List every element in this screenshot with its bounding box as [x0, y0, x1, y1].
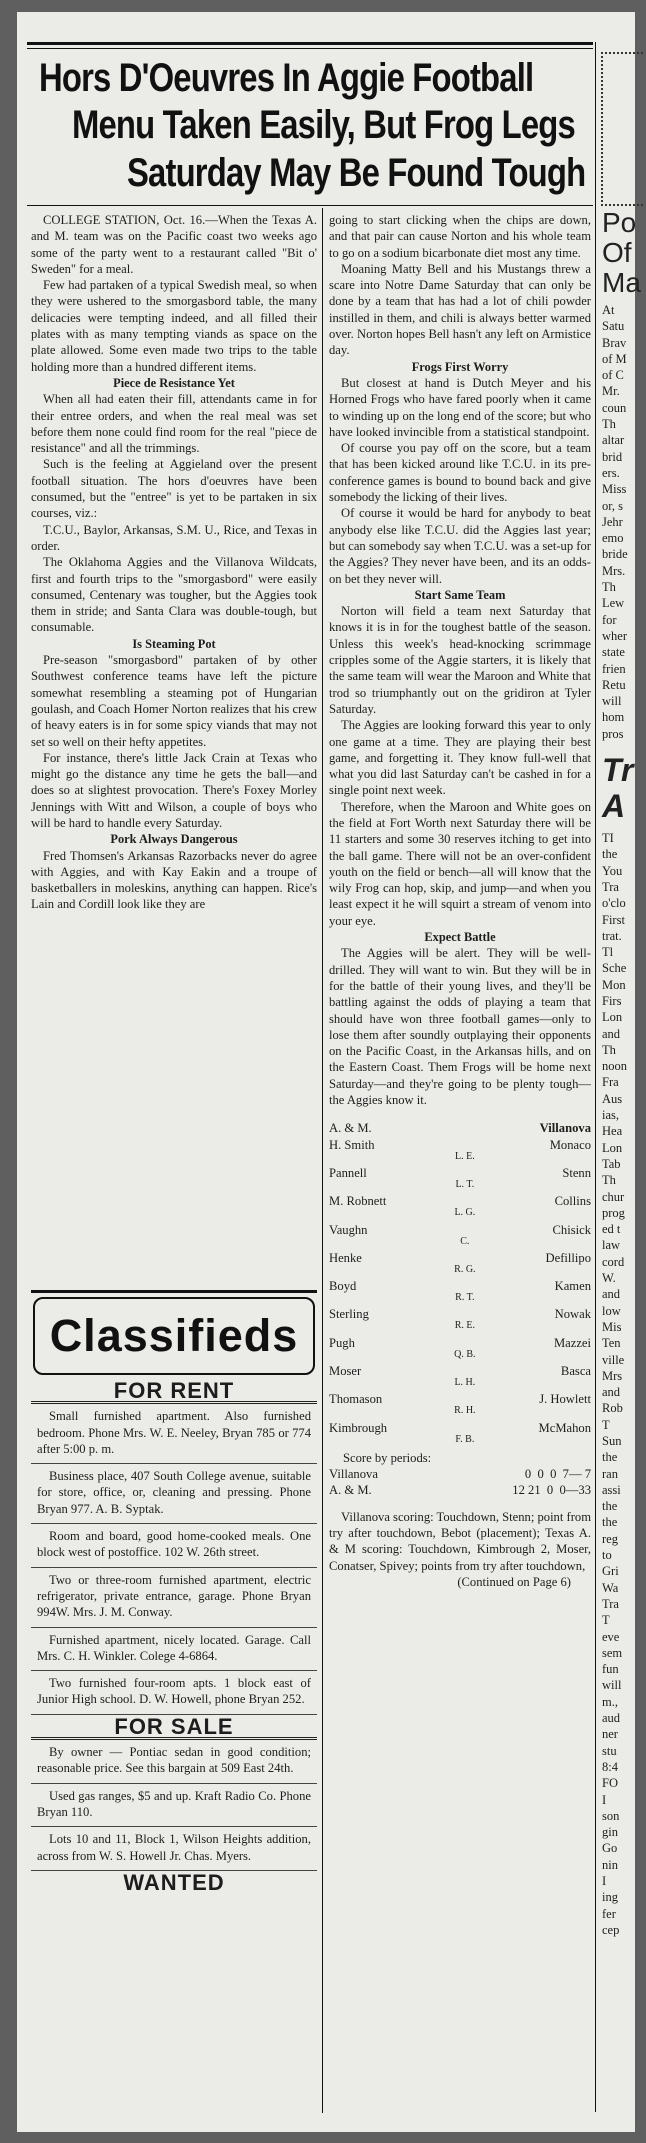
lineup-row	[329, 1278, 591, 1306]
text-fragment: Aus	[602, 1091, 623, 1106]
lineup-header-right: Villanova	[539, 1121, 591, 1136]
classified-ad	[31, 1524, 317, 1568]
lineup-right: Nowak	[554, 1307, 591, 1322]
text-fragment: of M	[602, 351, 627, 366]
text-fragment: Th	[602, 580, 616, 595]
text-fragment: Mon	[602, 977, 626, 992]
text-fragment: sem	[602, 1645, 623, 1660]
text-fragment: Fra	[602, 1075, 619, 1090]
lineup-left: Sterling	[329, 1307, 369, 1322]
text-fragment: ias,	[602, 1108, 620, 1123]
text-fragment: TI	[602, 831, 614, 846]
lineup-left: Moser	[329, 1364, 362, 1378]
text-fragment: Rob	[602, 1401, 623, 1416]
text-fragment: for	[602, 612, 617, 627]
article-paragraph: COLLEGE STATION, Oct. 16.—When the Texas A. and M. team was on the Pacific coast two weeks ago some of the party went to a restaurant called "Bit o' Sweden" for a meal.	[31, 213, 317, 276]
score-periods: 0 0 0 7— 7	[524, 1467, 591, 1482]
lineup-row	[329, 1391, 591, 1419]
scoring-summary: Villanova scoring: Touchdown, Stenn; point from try after touchdown, Bebot (placement); Texas A. & M scoring: Touchdown, Kimbrough 2, Moser, Conatser, Spivey; points from try after touchdown,	[329, 1509, 591, 1573]
text-fragment: Mrs.	[602, 563, 626, 578]
score-label: Score by periods:	[343, 1450, 432, 1465]
lineup-pos: L. G.	[454, 1207, 476, 1219]
article-paragraph: Such is the feeling at Aggieland over the present football situation. The hors d'oeuvres have been consumed, but the "entree" is yet to be partaken in six courses, viz.:	[31, 457, 317, 521]
classifieds-banner: Classifieds	[33, 1297, 315, 1375]
text-fragment: noon	[602, 1059, 627, 1074]
ad-text: Used gas ranges, $5 and up. Kraft Radio Co. Phone Bryan 110.	[37, 1788, 311, 1819]
article-paragraph: Of course it would be hard for anybody to beat anybody else like T.C.U. did the Aggies last year; but can somebody say when T.C.U. was a set-up for the Aggies? They never have been, and its an odds-on bet they never will.	[329, 506, 591, 586]
score-by-periods	[329, 1450, 591, 1499]
text-fragment: and	[602, 1385, 621, 1400]
subhead: Frogs First Worry	[411, 359, 509, 374]
article-paragraph: When all had eaten their fill, attendants came in for their entree orders, and when the real meal was set before them none could find room for the real "piece de resistance" and all the trimmings.	[31, 392, 317, 456]
adjacent-headline	[602, 208, 642, 298]
wanted-heading: WANTED	[123, 1869, 225, 1895]
article-paragraph: Fred Thomsen's Arkansas Razorbacks never do agree with Aggies, and with Kay Eakin and a troupe of basketballers in moleskins, anything can happen. Rice's Lain and Cordill look like they are	[31, 848, 317, 912]
top-rule	[27, 42, 593, 45]
headline-fragment: Po	[602, 207, 637, 238]
text-fragment: Brav	[602, 335, 627, 350]
text-fragment: pros	[602, 726, 624, 741]
lineup-row	[329, 1165, 591, 1193]
subhead: Piece de Resistance Yet	[113, 375, 235, 390]
classified-ad	[31, 1740, 317, 1784]
text-fragment: altar	[602, 433, 625, 448]
text-fragment: to	[602, 1548, 612, 1563]
ad-text: Small furnished apartment. Also furnished bedroom. Phone Mrs. W. E. Neeley, Bryan 785 or 774 after 5:00 p. m.	[37, 1409, 311, 1456]
lineup-table	[329, 1120, 591, 1448]
lineup-header-left: A. & M.	[329, 1121, 372, 1136]
text-fragment: hom	[602, 710, 625, 725]
text-fragment: law	[602, 1238, 621, 1253]
text-fragment: will	[602, 694, 622, 709]
lineup-pos: R. H.	[454, 1405, 476, 1417]
text-fragment: Mr.	[602, 384, 620, 399]
text-fragment: Sche	[602, 961, 627, 976]
text-fragment: Lon	[602, 1140, 623, 1155]
ad-text: By owner — Pontiac sedan in good condition; reasonable price. See this bargain at 509 East 24th.	[37, 1745, 311, 1776]
text-fragment: At	[602, 303, 615, 317]
article-paragraph: Few had partaken of a typical Swedish meal, so when they were ushered to the smorgasbord table, the many delicacies were tempting indeed, and all filled their plates with as many tempting viands as space on the plate allowed. Some even made two trips to the table holding more than a hundred different items.	[31, 278, 317, 374]
classified-ad	[31, 1404, 317, 1464]
text-fragment: Mrs	[602, 1368, 623, 1383]
article-paragraph: The Oklahoma Aggies and the Villanova Wildcats, first and fourth trips to the "smorgasbord" were easily consumed, Centenary was tougher, but the Aggies took them in stride; and Santa Clara was double-tough, but consumable.	[31, 555, 317, 635]
text-fragment: Satu	[602, 319, 625, 334]
text-fragment: bride	[602, 547, 628, 562]
text-fragment: Hea	[602, 1124, 623, 1139]
score-row	[329, 1482, 591, 1498]
continued-notice: (Continued on Page 6)	[457, 1574, 571, 1589]
lineup-pos: C.	[460, 1235, 470, 1247]
text-fragment: emo	[602, 531, 624, 546]
text-fragment: trat.	[602, 928, 622, 943]
score-team: A. & M.	[329, 1483, 372, 1498]
lineup-left: Vaughn	[329, 1222, 368, 1237]
text-fragment: Go	[602, 1841, 618, 1856]
lineup-left: Pannell	[329, 1165, 367, 1180]
text-fragment: of C	[602, 368, 624, 383]
text-fragment: stu	[602, 1743, 617, 1758]
ad-text: Two furnished four-room apts. 1 block east of Junior High school. D. W. Howell, phone Bryan 252.	[37, 1676, 311, 1707]
text-fragment: T	[602, 1613, 610, 1628]
text-fragment: Tl	[602, 945, 614, 960]
text-fragment: I	[602, 1792, 607, 1807]
score-periods: 12 21 0 0—33	[512, 1483, 591, 1498]
text-fragment: ner	[602, 1727, 618, 1742]
headline-line-2: Menu Taken Easily, But Frog Legs	[72, 103, 575, 147]
lineup-left: H. Smith	[329, 1137, 375, 1152]
lineup-row	[329, 1250, 591, 1278]
classified-ad	[31, 1628, 317, 1672]
text-fragment: wher	[602, 628, 627, 643]
text-fragment: son	[602, 1808, 620, 1823]
headline-bottom-rule	[27, 205, 593, 206]
classified-ad	[31, 1568, 317, 1628]
text-fragment: Sun	[602, 1434, 622, 1448]
text-fragment: Ten	[602, 1336, 621, 1351]
classifieds-section	[31, 1290, 317, 1893]
lineup-pos: L. H.	[454, 1377, 476, 1388]
ad-text: Lots 10 and 11, Block 1, Wilson Heights addition, across from W. S. Howell Jr. Chas. Myers.	[37, 1832, 311, 1863]
lineup-pos: F. B.	[455, 1433, 475, 1445]
text-fragment: coun	[602, 400, 627, 415]
classified-ad	[31, 1464, 317, 1524]
lineup-pos: L. E.	[455, 1150, 475, 1162]
text-fragment: Firs	[602, 993, 622, 1008]
score-row	[329, 1466, 591, 1482]
article-paragraph: Moaning Matty Bell and his Mustangs threw a scare into Notre Dame Saturday that can only be done by a team that has had a lot of chili powder instilled in them, and chili is always better warmed over. Norton hopes Bell hasn't any left on Armistice day.	[329, 261, 591, 358]
text-fragment: You	[602, 863, 623, 878]
lineup-right: Collins	[554, 1194, 591, 1209]
text-fragment: Wa	[602, 1580, 619, 1595]
text-fragment: Mis	[602, 1319, 622, 1334]
text-fragment: cep	[602, 1922, 620, 1937]
text-fragment: Lon	[602, 1010, 623, 1025]
lineup-row	[329, 1363, 591, 1391]
text-fragment: the	[602, 1450, 618, 1465]
text-fragment: Tra	[602, 879, 619, 894]
ad-text: Furnished apartment, nicely located. Garage. Call Mrs. C. H. Winkler. Colege 4-6864.	[37, 1632, 311, 1663]
lineup-pos: R. E.	[454, 1320, 475, 1332]
score-team: Villanova	[329, 1467, 378, 1482]
lineup-right: McMahon	[538, 1420, 591, 1435]
text-fragment: the	[602, 847, 618, 862]
text-fragment: Lew	[602, 596, 625, 611]
text-fragment: FO	[602, 1776, 618, 1791]
headline-line-1: Hors D'Oeuvres In Aggie Football	[39, 56, 534, 100]
adjacent-column	[602, 208, 642, 1938]
text-fragment: low	[602, 1303, 621, 1318]
subhead: Start Same Team	[414, 587, 506, 602]
text-fragment: Tab	[602, 1156, 621, 1171]
lineup-right: J. Howlett	[539, 1392, 591, 1407]
article-paragraph: The Aggies will be alert. They will be well-drilled. They will want to win. But they will be in for the battle of their young lives, and they'll be battling against the odds of playing a team that should have won three football games—only to lose them after soundly outplaying their opponents on the Pacific Coast, in the Arkansas hills, and on the Eastern Coast. Them Frogs will be home next Saturday—and they're going to be plenty tough—the Aggies know it.	[329, 946, 591, 1108]
lineup-left: Kimbrough	[329, 1420, 388, 1435]
text-fragment: Jehr	[602, 514, 623, 529]
text-fragment: nin	[602, 1857, 618, 1872]
adjacent-article-border	[601, 52, 643, 206]
text-fragment: chur	[602, 1189, 625, 1204]
text-fragment: brid	[602, 449, 623, 464]
text-fragment: assi	[602, 1482, 621, 1497]
text-fragment: I	[602, 1874, 607, 1889]
lineup-right: Kamen	[554, 1279, 591, 1294]
article-paragraph: Pre-season "smorgasbord" partaken of by other Southwest conference teams have left the picture somewhat resembling a steaming pot of Hungarian goulash, and Coach Homer Norton realizes that his crew of heavy eaters is in for some spicy viands that may not set so well on their hefty appetites.	[31, 653, 317, 749]
text-fragment: Tra	[602, 1596, 619, 1611]
classified-ad	[31, 1671, 317, 1715]
lineup-spacer	[430, 1120, 500, 1136]
lineup-pos: R. T.	[455, 1292, 475, 1304]
text-fragment: or, s	[602, 498, 624, 513]
text-fragment: the	[602, 1515, 618, 1530]
article-paragraph: T.C.U., Baylor, Arkansas, S.M. U., Rice, and Texas in order.	[31, 522, 317, 553]
column-divider-2	[595, 42, 596, 2112]
lineup-right: Basca	[560, 1364, 591, 1378]
subhead: Pork Always Dangerous	[110, 832, 238, 847]
text-fragment: W.	[602, 1271, 616, 1286]
lineup-pos: Q. B.	[454, 1348, 476, 1360]
ad-text: Business place, 407 South College avenue, suitable for store, office, or, cleaning and pressing. Phone Bryan 977. A. B. Syptak.	[37, 1469, 311, 1516]
text-fragment: T	[602, 1417, 610, 1432]
lineup-pos: R. G.	[454, 1263, 476, 1275]
middle-column	[329, 212, 591, 1590]
text-fragment: m.,	[602, 1694, 618, 1709]
text-fragment: frien	[602, 661, 626, 676]
text-fragment: o'clo	[602, 896, 626, 911]
lineup-pos: L. T.	[455, 1178, 475, 1190]
article-paragraph: going to start clicking when the chips are down, and that pair can cause Norton and his whole team to go on a sodium bicarbonate diet most any time.	[329, 213, 591, 260]
text-fragment: reg	[602, 1531, 618, 1546]
classified-ad	[31, 1827, 317, 1871]
text-fragment: Miss	[602, 482, 627, 497]
ad-text: Room and board, good home-cooked meals. One block west of postoffice. 102 W. 26th street.	[37, 1529, 311, 1560]
lineup-row	[329, 1222, 591, 1250]
text-fragment: and	[602, 1026, 621, 1041]
lineup-row	[329, 1137, 591, 1165]
lineup-right: Chisick	[552, 1222, 591, 1237]
headline-fragment: A	[602, 788, 626, 825]
text-fragment: fun	[602, 1662, 619, 1677]
adjacent-text	[602, 302, 642, 742]
text-fragment: Th	[602, 1042, 616, 1057]
text-fragment: ran	[602, 1466, 618, 1481]
article-paragraph: For instance, there's little Jack Crain at Texas who might go the distance any time he gets the ball—and does so at slightest provocation. There's Foxey Morley Jennings with Witt and Wilson, a couple of boys who will be hard to handle every Saturday.	[31, 750, 317, 830]
lineup-right: Defillipo	[545, 1250, 591, 1265]
lineup-row	[329, 1420, 591, 1448]
lineup-row	[329, 1306, 591, 1334]
left-column	[31, 212, 317, 913]
text-fragment: 8:4	[602, 1759, 618, 1774]
article-paragraph: Norton will field a team next Saturday that knows it is in for the toughest battle of the season. Unless this week's head-knocking scrimmage cripples some of the Aggie starters, it is likely that the same team will wear the Maroon and White that trod so triumphantly out on the gridiron at Tyler Saturday.	[329, 604, 591, 716]
headline-line-3: Saturday May Be Found Tough	[127, 151, 586, 195]
lineup-right: Mazzei	[553, 1335, 591, 1350]
subhead: Expect Battle	[424, 930, 496, 945]
text-fragment: gin	[602, 1825, 618, 1840]
text-fragment: aud	[602, 1711, 621, 1726]
text-fragment: ed t	[602, 1222, 621, 1237]
text-fragment: prog	[602, 1205, 625, 1220]
lineup-left: Henke	[329, 1250, 362, 1265]
text-fragment: Th	[602, 1173, 616, 1188]
lineup-left: Thomason	[329, 1392, 383, 1407]
newspaper-page	[17, 12, 641, 2132]
text-fragment: cord	[602, 1254, 625, 1269]
adjacent-text	[602, 830, 642, 1938]
text-fragment: Th	[602, 417, 616, 432]
text-fragment: fer	[602, 1906, 616, 1921]
subhead: Is Steaming Pot	[132, 636, 216, 651]
text-fragment: state	[602, 645, 625, 660]
lineup-left: Pugh	[329, 1335, 355, 1350]
for-sale-heading: FOR SALE	[31, 1715, 317, 1740]
text-fragment: ers.	[602, 465, 620, 480]
text-fragment: will	[602, 1678, 622, 1693]
adjacent-headline-2	[602, 752, 642, 824]
lineup-row	[329, 1193, 591, 1221]
text-fragment: and	[602, 1287, 621, 1302]
lineup-right: Stenn	[562, 1165, 591, 1180]
lineup-left: M. Robnett	[329, 1194, 387, 1209]
text-fragment: Gri	[602, 1564, 619, 1579]
top-rule-thin	[27, 48, 593, 49]
text-fragment: ing	[602, 1890, 618, 1905]
text-fragment: First	[602, 912, 625, 927]
ad-text: Two or three-room furnished apartment, electric refrigerator, private entrance, garage. Phone Bryan 994W. Mrs. J. M. Conway.	[37, 1572, 311, 1620]
article-paragraph: Therefore, when the Maroon and White goes on the field at Fort Worth next Saturday there will be 11 starters and some 30 reserves itching to get into the ball game. There will not be an over-confident youth on the field or bench—all will know that the wily Frog can hop, skip, and jump—and when you least expect it he will squirt a stream of venom into your eye.	[329, 799, 591, 928]
lineup-left: Boyd	[329, 1279, 357, 1294]
lineup-right: Monaco	[549, 1137, 591, 1152]
article-paragraph: But closest at hand is Dutch Meyer and his Horned Frogs who have fared poorly when it came to winding up on the long end of the score; but who have looked invincible from a statistical standpoint.	[329, 375, 591, 439]
headline-fragment: Tr	[602, 752, 634, 789]
text-fragment: the	[602, 1499, 618, 1514]
lineup-row	[329, 1335, 591, 1363]
article-paragraph: Of course you pay off on the score, but a team that has been kicked around like T.C.U. in its pre-conference games is bound to bound back and give somebody the licking of their lives.	[329, 441, 591, 505]
for-rent-heading: FOR RENT	[31, 1379, 317, 1404]
classified-ad	[31, 1784, 317, 1828]
text-fragment: ville	[602, 1352, 625, 1367]
column-divider-1	[322, 208, 323, 2113]
article-paragraph: The Aggies are looking forward this year to only one game at a time. They are playing their best game, and forgetting it. They know full-well that what you did last Saturday can't be cashed in for a single point next week.	[329, 718, 591, 798]
text-fragment: Retu	[602, 677, 626, 692]
text-fragment: eve	[602, 1629, 620, 1644]
headline-fragment: Of	[602, 237, 632, 268]
headline-fragment: Ma	[602, 267, 641, 298]
